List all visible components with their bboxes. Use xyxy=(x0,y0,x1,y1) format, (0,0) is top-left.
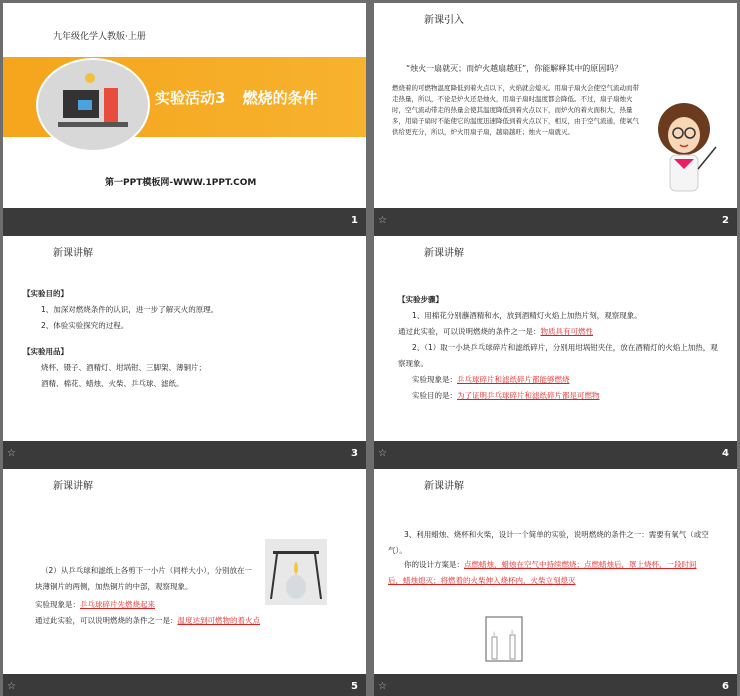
slide-4-thumbnail[interactable] xyxy=(374,236,737,441)
slide1-illustration xyxy=(36,58,150,152)
steps-tag: 【实验步骤】 xyxy=(398,295,443,304)
items-1: 烧杯、镊子、酒精灯、坩埚钳、三脚架、薄铜片； xyxy=(41,363,206,372)
slide5-phenomenon xyxy=(35,597,155,613)
plan-prefix: 你的设计方案是： xyxy=(404,560,464,569)
conclusion-prefix: 通过此实验，可以说明燃烧的条件之一是： xyxy=(35,616,178,625)
step2-purpose xyxy=(412,388,600,404)
phenomenon-prefix: 实验现象是： xyxy=(35,600,80,609)
slide-number: 4 xyxy=(722,448,729,459)
slide-header: 新课引入 xyxy=(424,15,464,26)
star-icon: ☆ xyxy=(378,681,387,692)
step1-conclusion-answer: 物质具有可燃性 xyxy=(540,327,593,336)
star-icon: ☆ xyxy=(378,215,387,226)
slide-5-footer xyxy=(3,674,366,696)
step-1: 1、用棉花分别蘸酒精和水，放到酒精灯火焰上加热片刻，观察现象。 xyxy=(412,311,642,320)
teacher-cartoon-icon xyxy=(650,99,718,195)
slide-2-thumbnail[interactable] xyxy=(374,3,737,208)
slide-number: 3 xyxy=(351,448,358,459)
slide-number: 1 xyxy=(351,215,358,226)
slide-number: 5 xyxy=(351,681,358,692)
star-icon: ☆ xyxy=(7,448,16,459)
goal-1: 1、加深对燃烧条件的认识，进一步了解灭火的原理。 xyxy=(41,305,219,314)
slide-1-footer xyxy=(3,208,366,236)
slide-3-footer xyxy=(3,441,366,469)
plan-answer: 点燃蜡烛，蜡烛在空气中持续燃烧；点燃蜡烛后，罩上烧杯，一段时间后，蜡烛熄灭；将燃着的火柴伸入烧杯内，火柴立刻熄灭 xyxy=(388,560,697,585)
goal-2: 2、体验实验探究的过程。 xyxy=(41,321,129,330)
candles-beaker-icon xyxy=(480,607,528,665)
slide1-title xyxy=(155,87,318,108)
slide1-title-prefix: 实验活动3 xyxy=(155,89,226,107)
goal-tag: 【实验目的】 xyxy=(23,289,68,298)
purpose-answer: 为了证明乒乓球碎片和滤纸碎片都是可燃物 xyxy=(457,391,600,400)
tripod-burner-photo xyxy=(265,539,327,605)
slide-header: 新课讲解 xyxy=(53,248,93,259)
slide5-conclusion xyxy=(35,613,260,629)
slide-number: 6 xyxy=(722,681,729,692)
phenomenon-prefix: 实验现象是： xyxy=(412,375,457,384)
slide-6-footer xyxy=(374,674,737,696)
slide5-paragraph: （2）从乒乓球和滤纸上各剪下一小片（同样大小），分别放在一块薄铜片的两侧，加热铜片的中部，观察现象。 xyxy=(35,566,253,591)
star-icon: ☆ xyxy=(7,681,16,692)
slide-2-footer xyxy=(374,208,737,236)
slide-4-footer xyxy=(374,441,737,469)
office-illustration-icon xyxy=(38,60,148,150)
purpose-prefix: 实验目的是： xyxy=(412,391,457,400)
slide2-answer: 燃烧着的可燃物温度降低到着火点以下，火焰就会熄灭。用扇子扇火会使空气流动而带走热量，所以，不论是炉火还是烛火，用扇子扇时温度都会降低。不过，扇子扇烛火时，空气流动带走的热量会使其温度降低到着火点以下，而炉火的着火面积大，热量多，用扇子扇时不能使它的温度迅速降低到着火点以下，相反，由于空气流通，使氧气供给更充分，所以，炉火用扇子扇，越扇越旺；烛火一扇就灭。 xyxy=(392,84,639,136)
slide6-plan xyxy=(388,557,708,589)
slide-3-thumbnail[interactable] xyxy=(3,236,366,441)
slide-number: 2 xyxy=(722,215,729,226)
slide-header: 新课讲解 xyxy=(424,248,464,259)
slide-6-thumbnail[interactable] xyxy=(374,469,737,674)
step-2: 2、（1）取一小块乒乓球碎片和滤纸碎片，分别用坩埚钳夹住，放在酒精灯的火焰上加热，观察现象。 xyxy=(398,343,718,368)
slide-header: 新课讲解 xyxy=(53,481,93,492)
step2-phenomenon xyxy=(412,372,570,388)
slide-5-thumbnail[interactable] xyxy=(3,469,366,674)
star-icon: ☆ xyxy=(378,448,387,459)
phenomenon-answer: 乒乓球碎片和滤纸碎片都能够燃烧 xyxy=(457,375,570,384)
items-2: 酒精、棉花、蜡烛、火柴、乒乓球、滤纸。 xyxy=(41,379,184,388)
slide6-paragraph: 3、利用蜡烛、烧杯和火柴，设计一个简单的实验，说明燃烧的条件之一：需要有氧气（或空气）。 xyxy=(388,530,709,555)
slide2-question: “烛火一扇就灭；而炉火越扇越旺”，你能解释其中的原因吗？ xyxy=(406,64,623,73)
slide-header: 新课讲解 xyxy=(424,481,464,492)
slide-1-thumbnail[interactable] xyxy=(3,3,366,208)
slide1-subtitle: 九年级化学人教版·上册 xyxy=(53,32,146,42)
conclusion-answer: 温度达到可燃物的着火点 xyxy=(177,616,260,625)
slide1-site: 第一PPT模板网-WWW.1PPT.COM xyxy=(105,178,257,188)
slide1-title-main: 燃烧的条件 xyxy=(242,89,318,107)
step1-conclusion-prefix: 通过此实验，可以说明燃烧的条件之一是： xyxy=(398,327,541,336)
phenomenon-answer: 乒乓球碎片先燃烧起来 xyxy=(80,600,155,609)
items-tag: 【实验用品】 xyxy=(23,347,68,356)
step1-conclusion xyxy=(398,324,593,340)
